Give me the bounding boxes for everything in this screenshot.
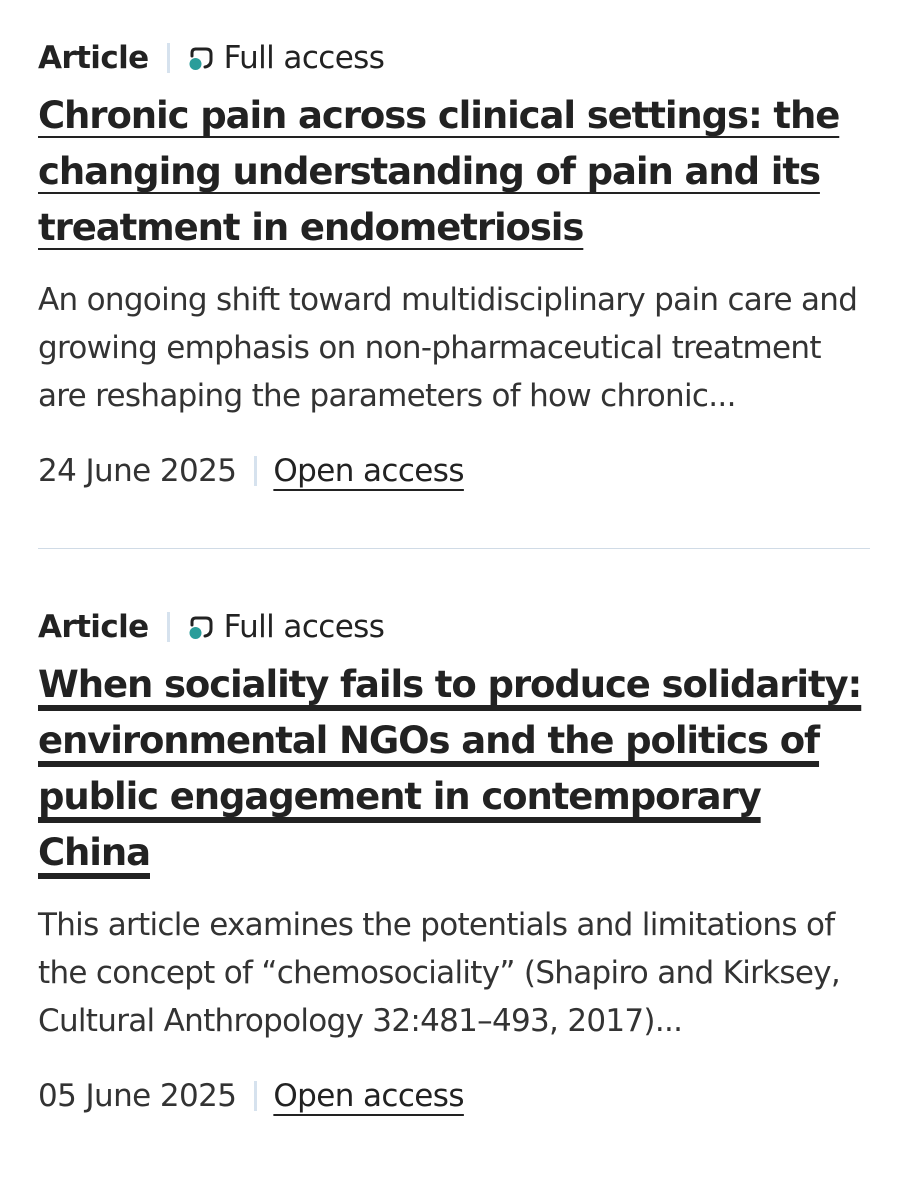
access-label: Full access <box>223 40 385 76</box>
full-access-icon <box>186 43 216 73</box>
article-snippet: An ongoing shift toward multidisciplinary pain care and growing emphasis on non-pharmaceutical treatment are reshaping the parameters of how chronic... <box>38 282 858 414</box>
access-label: Full access <box>223 609 385 645</box>
results-divider <box>38 548 870 549</box>
meta-separator <box>167 612 170 642</box>
article-card <box>38 607 870 1117</box>
footer-separator <box>254 456 257 486</box>
article-title-link[interactable] <box>38 657 870 881</box>
content-type-label: Article <box>38 609 149 645</box>
content-type-label: Article <box>38 40 149 76</box>
article-meta <box>38 38 870 78</box>
article-footer <box>38 1075 870 1117</box>
article-title[interactable]: When sociality fails to produce solidarity: environmental NGOs and the politics of public engagement in contemporary China <box>38 663 862 874</box>
open-access-link[interactable]: Open access <box>273 453 464 489</box>
meta-separator <box>167 43 170 73</box>
article-title[interactable]: Chronic pain across clinical settings: the changing understanding of pain and its treatment in endometriosis <box>38 94 840 249</box>
article-snippet: This article examines the potentials and limitations of the concept of “chemosociality” (Shapiro and Kirksey, Cultural Anthropology 32:481–493, 2017)... <box>38 907 841 1039</box>
publication-date: 05 June 2025 <box>38 1078 237 1114</box>
article-card <box>38 38 870 492</box>
article-meta <box>38 607 870 647</box>
open-access-link[interactable]: Open access <box>273 1078 464 1114</box>
search-results-list <box>38 0 870 1117</box>
footer-separator <box>254 1081 257 1111</box>
article-title-link[interactable] <box>38 88 870 256</box>
full-access-icon <box>186 612 216 642</box>
publication-date: 24 June 2025 <box>38 453 237 489</box>
article-footer <box>38 450 870 492</box>
